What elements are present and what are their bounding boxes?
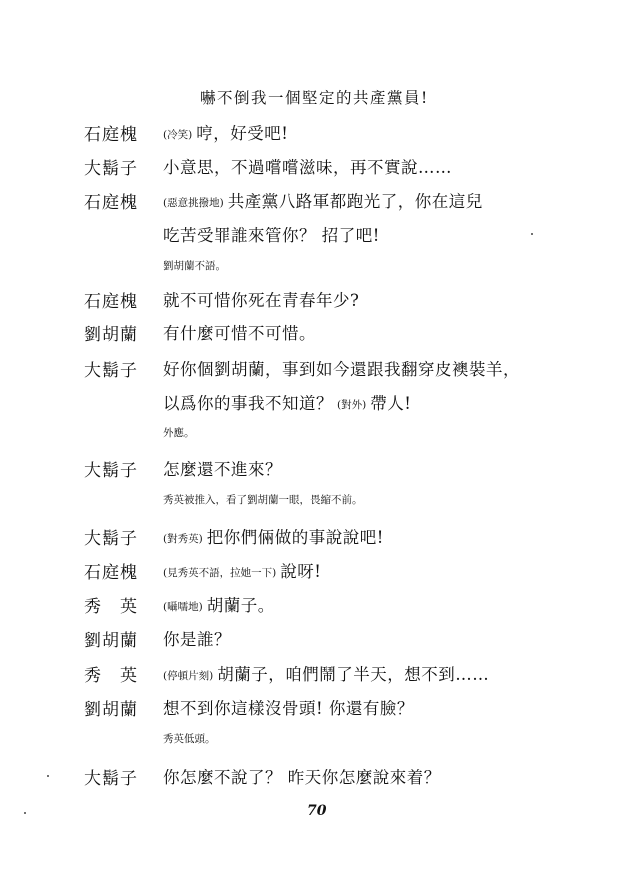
dialogue-text: [163, 390, 411, 414]
spoken-text: 怎麼還不進來？: [163, 460, 282, 479]
dialogue-text: [163, 558, 321, 582]
spoken-text: 共產黨八路軍都跑光了，你在這兒: [227, 192, 483, 211]
stage-note: 外應。: [163, 427, 195, 439]
spoken-text: 你怎麼不說了？ 昨天你怎麼說來着？: [163, 768, 441, 787]
speaker-name: 大鬍子: [84, 361, 138, 381]
stage-direction: (見秀英不語，拉她一下): [163, 567, 277, 579]
spoken-text: 以爲你的事我不知道？: [163, 394, 333, 413]
scan-speck: [24, 812, 26, 814]
spoken-text: 想不到你這樣沒骨頭! 你還有臉？: [163, 699, 414, 718]
speaker-name: 劉胡蘭: [84, 325, 138, 345]
spoken-text: 胡蘭子，咱們鬧了半天，想不到……: [217, 665, 490, 684]
dialogue-text: [163, 120, 288, 144]
dialogue-text: [163, 764, 441, 788]
speaker-name: 劉胡蘭: [84, 700, 138, 720]
stage-note: 劉胡蘭不語。: [163, 260, 226, 272]
speaker-name: 大鬍子: [84, 461, 138, 481]
dialogue-text: [163, 356, 520, 380]
stage-note: 秀英低頭。: [163, 733, 216, 745]
speaker-name: 秀 英: [84, 597, 138, 617]
dialogue-text: [163, 456, 282, 480]
stage-direction: (惡意挑撥地): [163, 197, 224, 209]
speaker-name: 劉胡蘭: [84, 631, 138, 651]
speaker-name: 秀 英: [84, 666, 138, 686]
stage-direction: (對外): [337, 399, 367, 411]
dialogue-text: [163, 524, 384, 548]
scene-heading: 嚇不倒我一個堅定的共產黨員!: [200, 89, 429, 107]
stage-direction: (冷笑): [163, 129, 193, 141]
speaker-name: 石庭槐: [84, 563, 138, 583]
spoken-text: 哼，好受吧!: [196, 124, 289, 143]
speaker-name: 石庭槐: [84, 292, 138, 312]
spoken-text: 好你個劉胡蘭，事到如今還跟我翻穿皮襖裝羊，: [163, 360, 520, 379]
spoken-text: 有什麼可惜不可惜。: [163, 324, 316, 343]
dialogue-text: [163, 695, 414, 719]
stage-note: 秀英被推入，看了劉胡蘭一眼，畏縮不前。: [163, 494, 363, 506]
spoken-text: 就不可惜你死在青春年少?: [163, 291, 360, 310]
page-number: 70: [307, 803, 327, 819]
spoken-text: 把你們倆做的事說說吧!: [206, 528, 384, 547]
dialogue-text: [163, 592, 275, 616]
dialogue-text: [163, 222, 380, 246]
spoken-text: 你是誰？: [163, 630, 231, 649]
spoken-text: 說呀!: [280, 562, 322, 581]
spoken-text: 帶人!: [370, 394, 412, 413]
dialogue-text: [163, 188, 483, 212]
spoken-text: 胡蘭子。: [206, 596, 275, 615]
speaker-name: 大鬍子: [84, 529, 138, 549]
speaker-name: 石庭槐: [84, 193, 138, 213]
dialogue-text: [163, 626, 231, 650]
stage-direction: (停頓片刻): [163, 670, 214, 682]
speaker-name: 大鬍子: [84, 769, 138, 789]
dialogue-text: [163, 154, 452, 178]
dialogue-text: [163, 661, 489, 685]
dialogue-text: [163, 287, 359, 311]
spoken-text: 吃苦受罪誰來管你？ 招了吧!: [163, 226, 380, 245]
speaker-name: 石庭槐: [84, 125, 138, 145]
stage-direction: (對秀英): [163, 533, 203, 545]
stage-direction: (囁嚅地): [163, 601, 203, 613]
speaker-name: 大鬍子: [84, 159, 138, 179]
scan-speck: [47, 775, 49, 777]
spoken-text: 小意思，不過嚐嚐滋味，再不實說……: [163, 158, 452, 177]
scan-speck: [531, 233, 533, 235]
dialogue-text: [163, 320, 316, 344]
